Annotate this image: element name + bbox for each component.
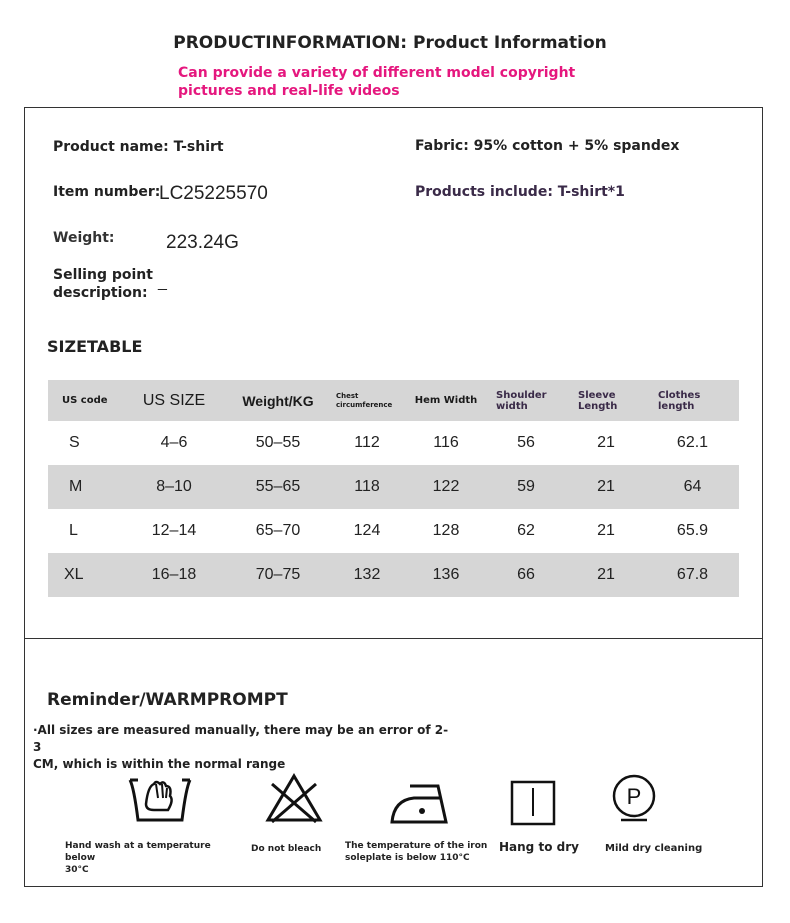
cell-us-size: 8–10 [156, 478, 192, 495]
header-chest [328, 380, 406, 421]
size-table-title: SIZETABLE [47, 337, 143, 356]
cell-chest: 132 [353, 566, 381, 583]
cell-shoulder: 66 [517, 566, 535, 583]
hand-wash-label [65, 840, 240, 876]
cell-length: 62.1 [676, 434, 709, 451]
cell-hem: 136 [432, 566, 460, 583]
promo-subtitle: Can provide a variety of different model copyright pictures and real-life videos [178, 65, 576, 99]
no-bleach-label: Do not bleach [251, 844, 322, 854]
cell-length: 65.9 [676, 522, 709, 539]
item-number-label: Item number: [53, 184, 161, 200]
header-hem: Hem Width [414, 395, 478, 406]
cell-hem: 122 [432, 478, 460, 495]
hand-wash-label-line2: 30°C [65, 865, 89, 875]
product-name: Product name: T-shirt [53, 139, 224, 155]
header-chest-line2: circumference [336, 400, 393, 409]
header-weight: Weight/KG [242, 392, 314, 409]
cell-shoulder: 59 [517, 478, 535, 495]
cell-us-code: M [69, 478, 83, 495]
weight-label: Weight: [53, 230, 115, 246]
hang-dry-label: Hang to dry [499, 840, 579, 854]
header-shoulder [486, 380, 566, 421]
svg-text:P: P [626, 784, 642, 809]
table-row [48, 509, 739, 553]
hand-wash-icon [128, 776, 192, 824]
cell-us-size: 16–18 [151, 566, 197, 583]
cell-sleeve: 21 [597, 434, 615, 451]
header-clothes-line1: Clothes [658, 389, 701, 401]
selling-point-label-2: description: [53, 285, 148, 301]
cell-chest: 112 [354, 434, 380, 451]
do-not-bleach-icon [264, 772, 324, 824]
table-row [48, 465, 739, 509]
cell-us-size: 4–6 [160, 434, 188, 451]
cell-weight: 50–55 [255, 434, 301, 451]
dry-clean-label: Mild dry cleaning [605, 843, 703, 854]
table-row [48, 553, 739, 597]
cell-us-code: XL [64, 566, 84, 583]
cell-weight: 65–70 [255, 522, 301, 539]
header-us-code: US code [62, 395, 108, 406]
weight-value: 223.24G [166, 232, 239, 253]
hand-wash-label-line1: Hand wash at a temperature below [65, 841, 211, 863]
cell-length: 67.8 [676, 566, 709, 583]
cell-chest: 124 [353, 522, 381, 539]
cell-sleeve: 21 [597, 522, 615, 539]
hang-dry-icon [510, 780, 556, 826]
reminder-title: Reminder/WARMPROMPT [47, 690, 288, 710]
header-sleeve [566, 380, 646, 421]
page-title: PRODUCTINFORMATION: Product Information [173, 33, 607, 53]
header-clothes-length [646, 380, 739, 421]
section-divider [24, 638, 763, 639]
cell-sleeve: 21 [597, 478, 615, 495]
cell-sleeve: 21 [597, 566, 615, 583]
cell-hem: 116 [433, 434, 459, 451]
header-shoulder-line1: Shoulder [496, 389, 547, 401]
iron-label-line2: soleplate is below 110°C [345, 853, 470, 863]
iron-label [345, 840, 495, 864]
measurement-note-line1: ·All sizes are measured manually, there may be an error of 2-3 [33, 723, 449, 754]
iron-icon [388, 780, 452, 826]
header-clothes-line2: length [658, 400, 695, 412]
cell-us-code: L [69, 522, 78, 539]
header-sleeve-line1: Sleeve [578, 389, 616, 401]
table-row [48, 421, 739, 465]
cell-us-size: 12–14 [151, 522, 197, 539]
measurement-note-line2: CM, which is within the normal range [33, 757, 286, 771]
cell-us-code: S [69, 434, 80, 451]
header-shoulder-line2: width [496, 400, 528, 412]
selling-point-label-1: Selling point [53, 267, 153, 283]
cell-weight: 55–65 [255, 478, 301, 495]
fabric-info: Fabric: 95% cotton + 5% spandex [415, 138, 680, 154]
size-table [48, 380, 739, 597]
header-us-size: US SIZE [142, 391, 206, 409]
header-sleeve-line2: Length [578, 400, 618, 412]
header-chest-line1: Chest [336, 391, 359, 400]
cell-shoulder: 56 [517, 434, 535, 451]
cell-chest: 118 [354, 478, 380, 495]
cell-hem: 128 [432, 522, 460, 539]
selling-point-value: _ [158, 274, 167, 291]
cell-shoulder: 62 [517, 522, 535, 539]
size-table-header [48, 380, 739, 421]
measurement-note [33, 722, 453, 773]
cell-length: 64 [683, 478, 702, 495]
dry-clean-p-icon [611, 774, 657, 824]
products-include: Products include: T-shirt*1 [415, 184, 625, 200]
cell-weight: 70–75 [255, 566, 301, 583]
iron-label-line1: The temperature of the iron [345, 841, 488, 851]
item-number-value: LC25225570 [159, 183, 268, 204]
